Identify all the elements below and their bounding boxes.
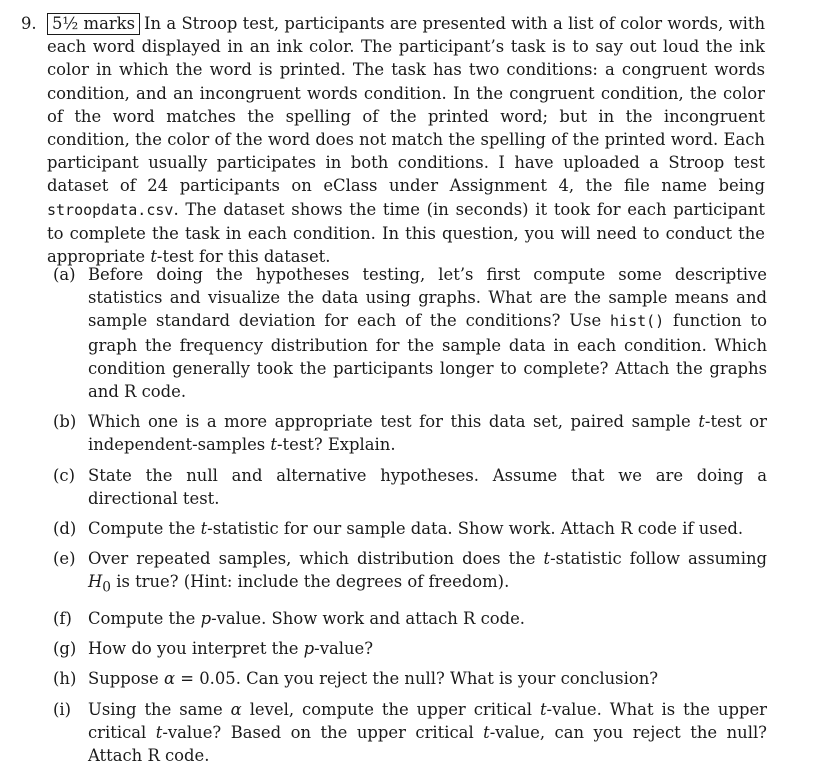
subquestion-text: Compute the: [88, 519, 201, 539]
p-symbol: p: [200, 608, 212, 628]
t-symbol: t: [270, 435, 277, 455]
subquestion-h: [47, 667, 767, 690]
subquestion-text: function to graph the frequency distribution for the sample data in each condition. Which condition generally took the participants longer to complete? Attach the graphs and R code.: [88, 311, 767, 402]
subquestion-f: [47, 607, 767, 630]
subquestion-e: [47, 547, 767, 600]
t-symbol: t: [483, 722, 490, 742]
marks-badge: 5½ marks: [47, 13, 140, 35]
alpha-symbol: α: [163, 669, 176, 689]
intro-text-3: -test for this dataset.: [156, 247, 331, 267]
subquestion-c: [47, 464, 767, 510]
question-number: 9.: [21, 14, 37, 33]
subquestion-text: Suppose: [88, 669, 164, 689]
subquestion-text: -value. What is the upper critical: [88, 699, 767, 742]
subquestion-b: [47, 410, 767, 456]
intro-text-2: . The dataset shows the time (in seconds) it took for each participant to complete the task in each condition. In this question, you will need to conduct the appropriate: [47, 199, 765, 267]
subquestion-text: -statistic follow assuming: [550, 549, 767, 569]
subquestion-label: (d): [53, 519, 77, 539]
t-symbol: t: [150, 247, 157, 267]
subquestion-label: (i): [53, 699, 72, 719]
subquestion-label: (e): [53, 549, 76, 569]
subquestion-a: [47, 263, 767, 403]
subquestion-text: -value. Show work and attach R code.: [211, 608, 526, 628]
subquestion-text: State the null and alternative hypotheses. Assume that we are doing a directional test.: [88, 465, 767, 508]
subquestion-d: [47, 517, 767, 540]
dataset-filename: stroopdata.csv: [47, 200, 174, 219]
subquestion-i: [47, 698, 767, 768]
subquestion-text: -test or independent-samples: [88, 412, 767, 455]
subquestion-text: -statistic for our sample data. Show work. Attach R code if used.: [207, 519, 744, 539]
subquestion-label: (g): [53, 639, 77, 659]
subquestion-text: -test? Explain.: [277, 435, 396, 455]
subquestion-text: Compute the: [88, 608, 201, 628]
t-symbol: t: [200, 519, 208, 539]
subquestion-text: = 0.05. Can you reject the null? What is your conclusion?: [175, 669, 659, 689]
subquestion-label: (f): [53, 608, 72, 628]
t-symbol: t: [543, 549, 551, 569]
t-symbol: t: [539, 699, 547, 719]
subquestion-text: -value?: [314, 639, 374, 659]
subquestion-text: is true? (Hint: include the degrees of freedom).: [111, 572, 510, 592]
subquestion-list: [47, 263, 767, 774]
subquestion-g: [47, 637, 767, 660]
p-symbol: p: [303, 639, 315, 659]
subquestion-text: How do you interpret the: [88, 639, 304, 659]
subquestion-label: (c): [53, 465, 75, 485]
subquestion-text: -value? Based on the upper critical: [162, 722, 484, 742]
subquestion-text: -value, can you reject the null? Attach R code.: [88, 722, 767, 765]
question-intro: [47, 12, 765, 268]
h0-subscript: 0: [102, 579, 111, 596]
intro-text-1: In a Stroop test, participants are presented with a list of color words, with each word displayed in an ink color. The participant’s task is to say out loud the ink color in which the word is printed. The task has two conditions: a congruent words condition, and an incongruent words condition. In the congruent condition, the color of the word matches the spelling of the printed word; but in the incongruent condition, the color of the word does not match the spelling of the printed word. Each participant usually participates in both conditions. I have uploaded a Stroop test dataset of 24 participants on eClass under Assignment 4, the file name being: [47, 14, 765, 196]
subquestion-label: (a): [53, 265, 76, 284]
subquestion-label: (h): [53, 669, 77, 689]
alpha-symbol: α: [230, 699, 242, 719]
subquestion-text: Using the same: [88, 699, 231, 719]
t-symbol: t: [155, 722, 163, 742]
t-symbol: t: [698, 412, 705, 432]
h0-symbol: H: [88, 572, 103, 592]
subquestion-text: level, compute the upper critical: [241, 699, 540, 719]
subquestion-text: Over repeated samples, which distribution does the: [88, 549, 544, 569]
subquestion-text: Before doing the hypotheses testing, let’s first compute some descriptive statistics and visualize the data using graphs. What are the sample means and sample standard deviation for each of the conditions? Use: [88, 265, 767, 331]
subquestion-label: (b): [53, 412, 77, 432]
hist-code: hist(): [610, 312, 665, 331]
subquestion-text: Which one is a more appropriate test for this data set, paired sample: [88, 412, 699, 432]
